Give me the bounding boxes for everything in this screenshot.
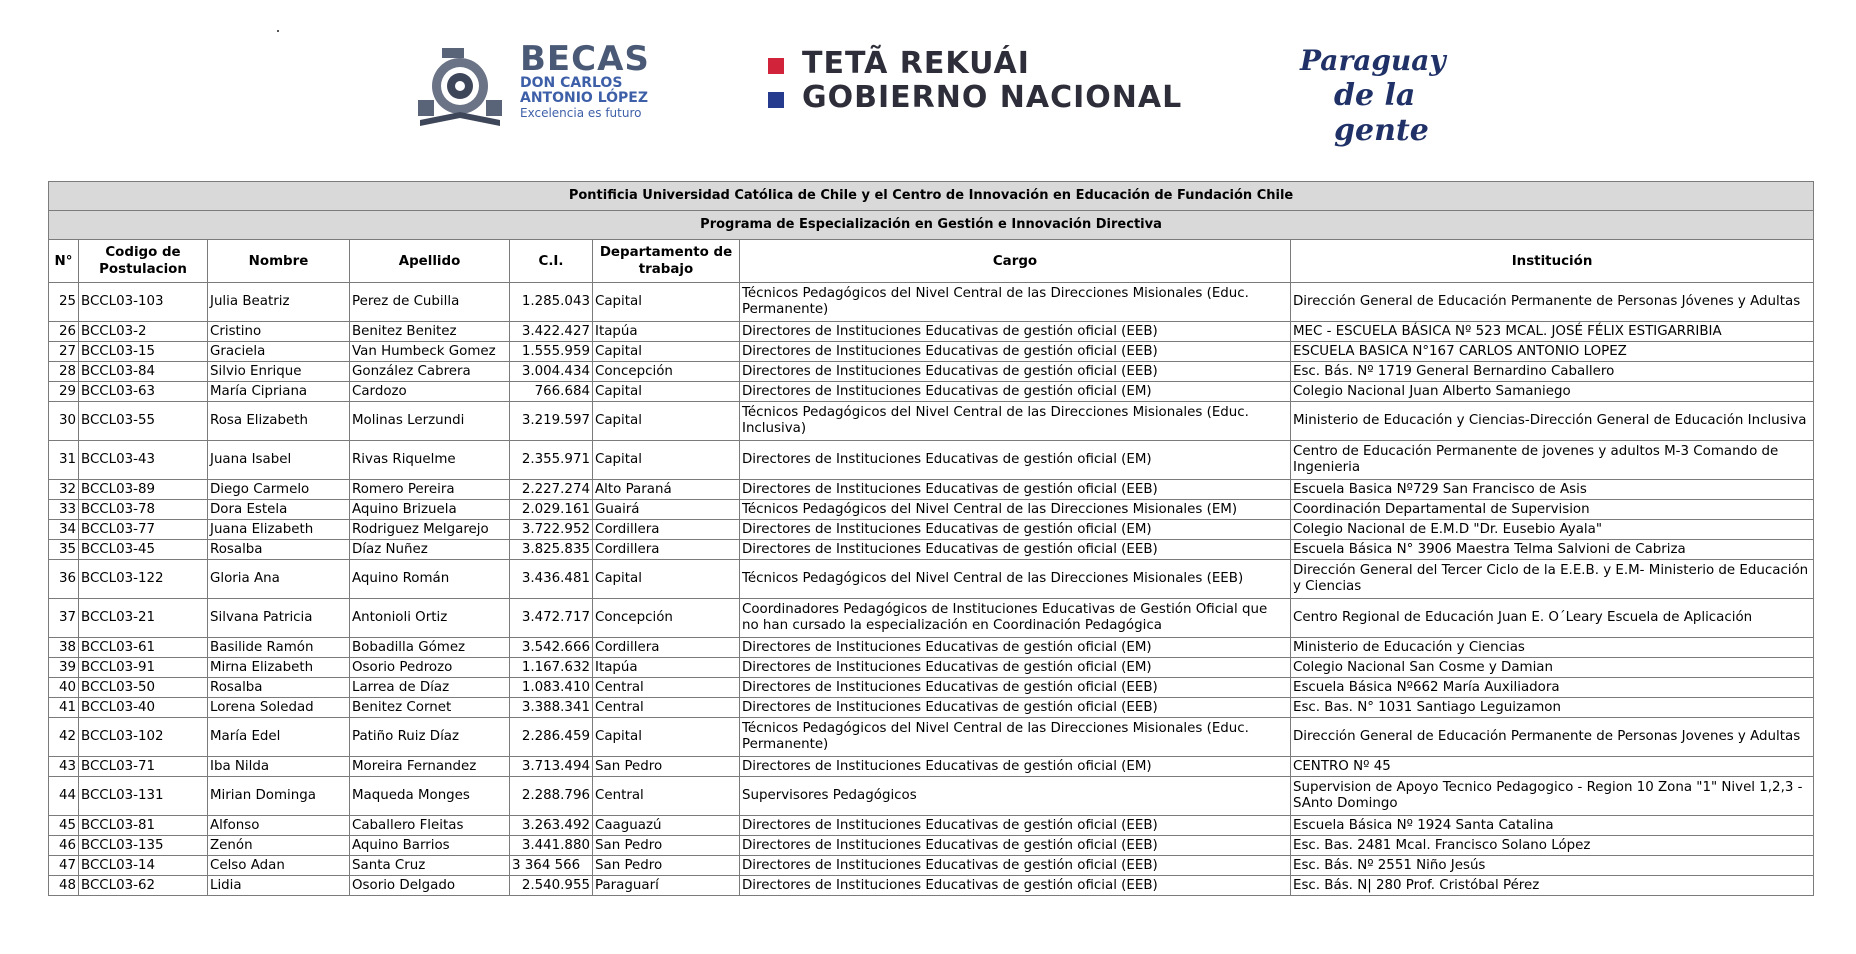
cell-apellido: Benitez Cornet xyxy=(350,698,510,718)
cell-codigo: BCCL03-43 xyxy=(79,441,208,480)
cell-cargo: Directores de Instituciones Educativas de gestión oficial (EEB) xyxy=(740,362,1291,382)
cell-institucion: Esc. Bás. Nº 1719 General Bernardino Caballero xyxy=(1291,362,1814,382)
cell-codigo: BCCL03-45 xyxy=(79,540,208,560)
cell-ci: 3.472.717 xyxy=(510,599,593,638)
cell-codigo: BCCL03-21 xyxy=(79,599,208,638)
cell-cargo: Directores de Instituciones Educativas de gestión oficial (EM) xyxy=(740,520,1291,540)
table-row xyxy=(49,718,1814,757)
table-row xyxy=(49,856,1814,876)
cell-institucion: Dirección General de Educación Permanente de Personas Jóvenes y Adultas xyxy=(1291,283,1814,322)
cell-ci: 2.288.796 xyxy=(510,777,593,816)
cell-departamento: Cordillera xyxy=(593,638,740,658)
table-row xyxy=(49,342,1814,362)
cell-apellido: Van Humbeck Gomez xyxy=(350,342,510,362)
cell-ci: 1.555.959 xyxy=(510,342,593,362)
header-ci: C.I. xyxy=(510,240,593,283)
cell-nombre: Mirna Elizabeth xyxy=(208,658,350,678)
becas-logo xyxy=(412,40,662,130)
cell-nombre: Rosalba xyxy=(208,678,350,698)
cell-departamento: Cordillera xyxy=(593,520,740,540)
table-row xyxy=(49,283,1814,322)
cell-nombre: María Edel xyxy=(208,718,350,757)
header-codigo: Codigo de Postulacion xyxy=(79,240,208,283)
table-row xyxy=(49,500,1814,520)
header-apellido: Apellido xyxy=(350,240,510,283)
cell-ci: 766.684 xyxy=(510,382,593,402)
cell-institucion: Esc. Bás. N| 280 Prof. Cristóbal Pérez xyxy=(1291,876,1814,896)
cell-ci: 3.436.481 xyxy=(510,560,593,599)
cell-departamento: Capital xyxy=(593,382,740,402)
cell-codigo: BCCL03-40 xyxy=(79,698,208,718)
cell-cargo: Técnicos Pedagógicos del Nivel Central de las Direcciones Misionales (Educ. Permanente) xyxy=(740,283,1291,322)
cell-nombre: Graciela xyxy=(208,342,350,362)
cell-nombre: Dora Estela xyxy=(208,500,350,520)
cell-nombre: Zenón xyxy=(208,836,350,856)
cell-apellido: Benitez Benitez xyxy=(350,322,510,342)
cell-n: 27 xyxy=(49,342,79,362)
cell-codigo: BCCL03-15 xyxy=(79,342,208,362)
scholarship-table xyxy=(48,181,1814,896)
cell-departamento: Itapúa xyxy=(593,658,740,678)
table-row xyxy=(49,382,1814,402)
cell-nombre: Silvio Enrique xyxy=(208,362,350,382)
becas-line2: ANTONIO LÓPEZ xyxy=(520,90,649,106)
table-row xyxy=(49,322,1814,342)
table-row xyxy=(49,560,1814,599)
cell-ci: 1.167.632 xyxy=(510,658,593,678)
cell-institucion: Supervision de Apoyo Tecnico Pedagogico - Region 10 Zona "1" Nivel 1,2,3 - SAnto Domingo xyxy=(1291,777,1814,816)
cell-cargo: Técnicos Pedagógicos del Nivel Central de las Direcciones Misionales (EEB) xyxy=(740,560,1291,599)
cell-institucion: Esc. Bas. N° 1031 Santiago Leguizamon xyxy=(1291,698,1814,718)
cell-institucion: Escuela Basica Nº729 San Francisco de Asis xyxy=(1291,480,1814,500)
cell-n: 40 xyxy=(49,678,79,698)
cell-ci: 3.722.952 xyxy=(510,520,593,540)
blue-square-icon xyxy=(768,92,784,108)
cell-institucion: Ministerio de Educación y Ciencias xyxy=(1291,638,1814,658)
cell-cargo: Directores de Instituciones Educativas de gestión oficial (EEB) xyxy=(740,322,1291,342)
cell-apellido: Díaz Nuñez xyxy=(350,540,510,560)
cell-codigo: BCCL03-62 xyxy=(79,876,208,896)
header-cargo: Cargo xyxy=(740,240,1291,283)
cell-codigo: BCCL03-61 xyxy=(79,638,208,658)
teta-rekuai-line1: TETÃ REKUÁI xyxy=(802,46,1030,81)
cell-codigo: BCCL03-84 xyxy=(79,362,208,382)
cell-codigo: BCCL03-63 xyxy=(79,382,208,402)
table-banner-program: Programa de Especialización en Gestión e Innovación Directiva xyxy=(49,211,1814,240)
cell-codigo: BCCL03-50 xyxy=(79,678,208,698)
table-banner-institution: Pontificia Universidad Católica de Chile y el Centro de Innovación en Educación de Fundación Chile xyxy=(49,182,1814,211)
cell-cargo: Directores de Instituciones Educativas de gestión oficial (EM) xyxy=(740,658,1291,678)
cell-departamento: Capital xyxy=(593,441,740,480)
cell-apellido: Bobadilla Gómez xyxy=(350,638,510,658)
cell-ci: 3.422.427 xyxy=(510,322,593,342)
cell-ci: 3.542.666 xyxy=(510,638,593,658)
cell-cargo: Directores de Instituciones Educativas de gestión oficial (EEB) xyxy=(740,342,1291,362)
paraguay-line1: Paraguay xyxy=(1300,44,1446,77)
cell-n: 37 xyxy=(49,599,79,638)
cell-codigo: BCCL03-135 xyxy=(79,836,208,856)
cell-codigo: BCCL03-14 xyxy=(79,856,208,876)
cell-apellido: Rodriguez Melgarejo xyxy=(350,520,510,540)
cell-apellido: Rivas Riquelme xyxy=(350,441,510,480)
cell-ci: 2.355.971 xyxy=(510,441,593,480)
table-row xyxy=(49,777,1814,816)
cell-departamento: Cordillera xyxy=(593,540,740,560)
cell-nombre: María Cipriana xyxy=(208,382,350,402)
paraguay-de-la-gente-logo xyxy=(1300,44,1500,148)
cell-codigo: BCCL03-77 xyxy=(79,520,208,540)
table-row xyxy=(49,540,1814,560)
cell-departamento: Central xyxy=(593,777,740,816)
cell-institucion: Escuela Básica Nº662 María Auxiliadora xyxy=(1291,678,1814,698)
cell-apellido: Maqueda Monges xyxy=(350,777,510,816)
table-row xyxy=(49,480,1814,500)
cell-cargo: Técnicos Pedagógicos del Nivel Central de las Direcciones Misionales (EM) xyxy=(740,500,1291,520)
teta-rekuai-logo xyxy=(760,46,1190,136)
becas-line1: DON CARLOS xyxy=(520,75,623,91)
cell-nombre: Cristino xyxy=(208,322,350,342)
cell-n: 45 xyxy=(49,816,79,836)
cell-ci: 3.219.597 xyxy=(510,402,593,441)
cell-cargo: Directores de Instituciones Educativas de gestión oficial (EEB) xyxy=(740,876,1291,896)
cell-apellido: Romero Pereira xyxy=(350,480,510,500)
cell-n: 34 xyxy=(49,520,79,540)
cell-nombre: Celso Adan xyxy=(208,856,350,876)
cell-apellido: Cardozo xyxy=(350,382,510,402)
cell-n: 36 xyxy=(49,560,79,599)
cell-apellido: Aquino Brizuela xyxy=(350,500,510,520)
cell-n: 46 xyxy=(49,836,79,856)
cell-departamento: San Pedro xyxy=(593,856,740,876)
paraguay-line2: de la gente xyxy=(1334,78,1429,148)
cell-codigo: BCCL03-103 xyxy=(79,283,208,322)
cell-apellido: Aquino Román xyxy=(350,560,510,599)
cell-cargo: Directores de Instituciones Educativas de gestión oficial (EEB) xyxy=(740,836,1291,856)
header-nombre: Nombre xyxy=(208,240,350,283)
cell-codigo: BCCL03-55 xyxy=(79,402,208,441)
cell-institucion: Ministerio de Educación y Ciencias-Dirección General de Educación Inclusiva xyxy=(1291,402,1814,441)
cell-institucion: Escuela Básica Nº 1924 Santa Catalina xyxy=(1291,816,1814,836)
cell-institucion: ESCUELA BASICA N°167 CARLOS ANTONIO LOPEZ xyxy=(1291,342,1814,362)
cell-departamento: Capital xyxy=(593,342,740,362)
cell-codigo: BCCL03-2 xyxy=(79,322,208,342)
table-row xyxy=(49,816,1814,836)
cell-ci: 3 364 566 xyxy=(510,856,593,876)
table-row xyxy=(49,678,1814,698)
cell-cargo: Directores de Instituciones Educativas de gestión oficial (EEB) xyxy=(740,698,1291,718)
cell-cargo: Directores de Instituciones Educativas de gestión oficial (EEB) xyxy=(740,678,1291,698)
cell-institucion: MEC - ESCUELA BÁSICA Nº 523 MCAL. JOSÉ FÉLIX ESTIGARRIBIA xyxy=(1291,322,1814,342)
cell-cargo: Directores de Instituciones Educativas de gestión oficial (EEB) xyxy=(740,540,1291,560)
table-row xyxy=(49,876,1814,896)
cell-ci: 2.029.161 xyxy=(510,500,593,520)
red-square-icon xyxy=(768,58,784,74)
cell-nombre: Silvana Patricia xyxy=(208,599,350,638)
logo-header xyxy=(0,0,1856,150)
cell-ci: 2.540.955 xyxy=(510,876,593,896)
cell-codigo: BCCL03-71 xyxy=(79,757,208,777)
table-row xyxy=(49,698,1814,718)
table-row xyxy=(49,599,1814,638)
cell-institucion: Centro Regional de Educación Juan E. O´Leary Escuela de Aplicación xyxy=(1291,599,1814,638)
table-row xyxy=(49,658,1814,678)
cell-ci: 3.825.835 xyxy=(510,540,593,560)
cell-cargo: Directores de Instituciones Educativas de gestión oficial (EEB) xyxy=(740,856,1291,876)
cell-apellido: Caballero Fleitas xyxy=(350,816,510,836)
cell-institucion: CENTRO Nº 45 xyxy=(1291,757,1814,777)
cell-institucion: Colegio Nacional San Cosme y Damian xyxy=(1291,658,1814,678)
cell-n: 48 xyxy=(49,876,79,896)
cell-departamento: Central xyxy=(593,698,740,718)
cell-apellido: Larrea de Díaz xyxy=(350,678,510,698)
cell-institucion: Centro de Educación Permanente de jovenes y adultos M-3 Comando de Ingenieria xyxy=(1291,441,1814,480)
cell-departamento: Capital xyxy=(593,402,740,441)
table-row xyxy=(49,520,1814,540)
becas-tagline: Excelencia es futuro xyxy=(520,106,642,120)
cell-n: 41 xyxy=(49,698,79,718)
table-row xyxy=(49,362,1814,382)
cell-nombre: Lidia xyxy=(208,876,350,896)
cell-nombre: Lorena Soledad xyxy=(208,698,350,718)
cell-cargo: Supervisores Pedagógicos xyxy=(740,777,1291,816)
cell-ci: 3.263.492 xyxy=(510,816,593,836)
cell-cargo: Técnicos Pedagógicos del Nivel Central de las Direcciones Misionales (Educ. Permanente) xyxy=(740,718,1291,757)
locomotive-emblem-icon xyxy=(412,46,508,130)
cell-ci: 3.441.880 xyxy=(510,836,593,856)
cell-departamento: Alto Paraná xyxy=(593,480,740,500)
cell-cargo: Directores de Instituciones Educativas de gestión oficial (EM) xyxy=(740,638,1291,658)
cell-n: 42 xyxy=(49,718,79,757)
cell-n: 25 xyxy=(49,283,79,322)
table-row xyxy=(49,638,1814,658)
becas-title: BECAS xyxy=(520,39,650,79)
cell-departamento: Paraguarí xyxy=(593,876,740,896)
cell-ci: 1.083.410 xyxy=(510,678,593,698)
cell-n: 32 xyxy=(49,480,79,500)
cell-departamento: Caaguazú xyxy=(593,816,740,836)
cell-nombre: Alfonso xyxy=(208,816,350,836)
cell-apellido: Molinas Lerzundi xyxy=(350,402,510,441)
cell-departamento: Capital xyxy=(593,283,740,322)
cell-cargo: Directores de Instituciones Educativas de gestión oficial (EEB) xyxy=(740,816,1291,836)
cell-nombre: Juana Elizabeth xyxy=(208,520,350,540)
cell-n: 35 xyxy=(49,540,79,560)
cell-institucion: Dirección General de Educación Permanente de Personas Jovenes y Adultas xyxy=(1291,718,1814,757)
teta-rekuai-line2: GOBIERNO NACIONAL xyxy=(802,80,1183,115)
cell-apellido: Aquino Barrios xyxy=(350,836,510,856)
header-institucion: Institución xyxy=(1291,240,1814,283)
cell-institucion: Colegio Nacional de E.M.D "Dr. Eusebio Ayala" xyxy=(1291,520,1814,540)
cell-cargo: Directores de Instituciones Educativas de gestión oficial (EEB) xyxy=(740,480,1291,500)
cell-cargo: Directores de Instituciones Educativas de gestión oficial (EM) xyxy=(740,757,1291,777)
cell-departamento: San Pedro xyxy=(593,836,740,856)
cell-departamento: Central xyxy=(593,678,740,698)
cell-cargo: Técnicos Pedagógicos del Nivel Central de las Direcciones Misionales (Educ. Inclusiva) xyxy=(740,402,1291,441)
cell-departamento: San Pedro xyxy=(593,757,740,777)
cell-cargo: Directores de Instituciones Educativas de gestión oficial (EM) xyxy=(740,441,1291,480)
cell-n: 38 xyxy=(49,638,79,658)
cell-institucion: Esc. Bas. 2481 Mcal. Francisco Solano López xyxy=(1291,836,1814,856)
cell-codigo: BCCL03-81 xyxy=(79,816,208,836)
table-row xyxy=(49,757,1814,777)
cell-cargo: Coordinadores Pedagógicos de Instituciones Educativas de Gestión Oficial que no han cursado la especialización en Coordinación Pedagógica xyxy=(740,599,1291,638)
cell-nombre: Julia Beatriz xyxy=(208,283,350,322)
cell-apellido: Patiño Ruiz Díaz xyxy=(350,718,510,757)
cell-nombre: Iba Nilda xyxy=(208,757,350,777)
cell-n: 44 xyxy=(49,777,79,816)
cell-codigo: BCCL03-78 xyxy=(79,500,208,520)
cell-apellido: Osorio Delgado xyxy=(350,876,510,896)
cell-n: 33 xyxy=(49,500,79,520)
cell-nombre: Rosa Elizabeth xyxy=(208,402,350,441)
table-row xyxy=(49,441,1814,480)
cell-departamento: Itapúa xyxy=(593,322,740,342)
cell-n: 28 xyxy=(49,362,79,382)
cell-departamento: Guairá xyxy=(593,500,740,520)
cell-apellido: Osorio Pedrozo xyxy=(350,658,510,678)
cell-apellido: Perez de Cubilla xyxy=(350,283,510,322)
cell-n: 43 xyxy=(49,757,79,777)
cell-institucion: Colegio Nacional Juan Alberto Samaniego xyxy=(1291,382,1814,402)
cell-codigo: BCCL03-102 xyxy=(79,718,208,757)
cell-ci: 3.388.341 xyxy=(510,698,593,718)
cell-apellido: Santa Cruz xyxy=(350,856,510,876)
table-row xyxy=(49,836,1814,856)
cell-nombre: Basilide Ramón xyxy=(208,638,350,658)
cell-ci: 3.713.494 xyxy=(510,757,593,777)
cell-departamento: Capital xyxy=(593,560,740,599)
cell-nombre: Rosalba xyxy=(208,540,350,560)
cell-institucion: Coordinación Departamental de Supervision xyxy=(1291,500,1814,520)
cell-n: 29 xyxy=(49,382,79,402)
cell-institucion: Esc. Bás. Nº 2551 Niño Jesús xyxy=(1291,856,1814,876)
cell-ci: 2.286.459 xyxy=(510,718,593,757)
cell-ci: 3.004.434 xyxy=(510,362,593,382)
cell-n: 26 xyxy=(49,322,79,342)
cell-codigo: BCCL03-89 xyxy=(79,480,208,500)
cell-n: 30 xyxy=(49,402,79,441)
cell-departamento: Capital xyxy=(593,718,740,757)
cell-cargo: Directores de Instituciones Educativas de gestión oficial (EM) xyxy=(740,382,1291,402)
cell-departamento: Concepción xyxy=(593,362,740,382)
cell-apellido: Antonioli Ortiz xyxy=(350,599,510,638)
cell-n: 31 xyxy=(49,441,79,480)
cell-ci: 1.285.043 xyxy=(510,283,593,322)
stray-dot xyxy=(277,30,279,32)
cell-codigo: BCCL03-122 xyxy=(79,560,208,599)
cell-apellido: Moreira Fernandez xyxy=(350,757,510,777)
cell-nombre: Juana Isabel xyxy=(208,441,350,480)
cell-ci: 2.227.274 xyxy=(510,480,593,500)
header-departamento: Departamento de trabajo xyxy=(593,240,740,283)
table-row xyxy=(49,402,1814,441)
cell-codigo: BCCL03-91 xyxy=(79,658,208,678)
cell-institucion: Dirección General del Tercer Ciclo de la E.E.B. y E.M- Ministerio de Educación y Ciencias xyxy=(1291,560,1814,599)
cell-nombre: Diego Carmelo xyxy=(208,480,350,500)
cell-n: 39 xyxy=(49,658,79,678)
cell-nombre: Mirian Dominga xyxy=(208,777,350,816)
header-n: N° xyxy=(49,240,79,283)
cell-n: 47 xyxy=(49,856,79,876)
cell-departamento: Concepción xyxy=(593,599,740,638)
cell-codigo: BCCL03-131 xyxy=(79,777,208,816)
cell-apellido: González Cabrera xyxy=(350,362,510,382)
cell-institucion: Escuela Básica N° 3906 Maestra Telma Salvioni de Cabriza xyxy=(1291,540,1814,560)
cell-nombre: Gloria Ana xyxy=(208,560,350,599)
